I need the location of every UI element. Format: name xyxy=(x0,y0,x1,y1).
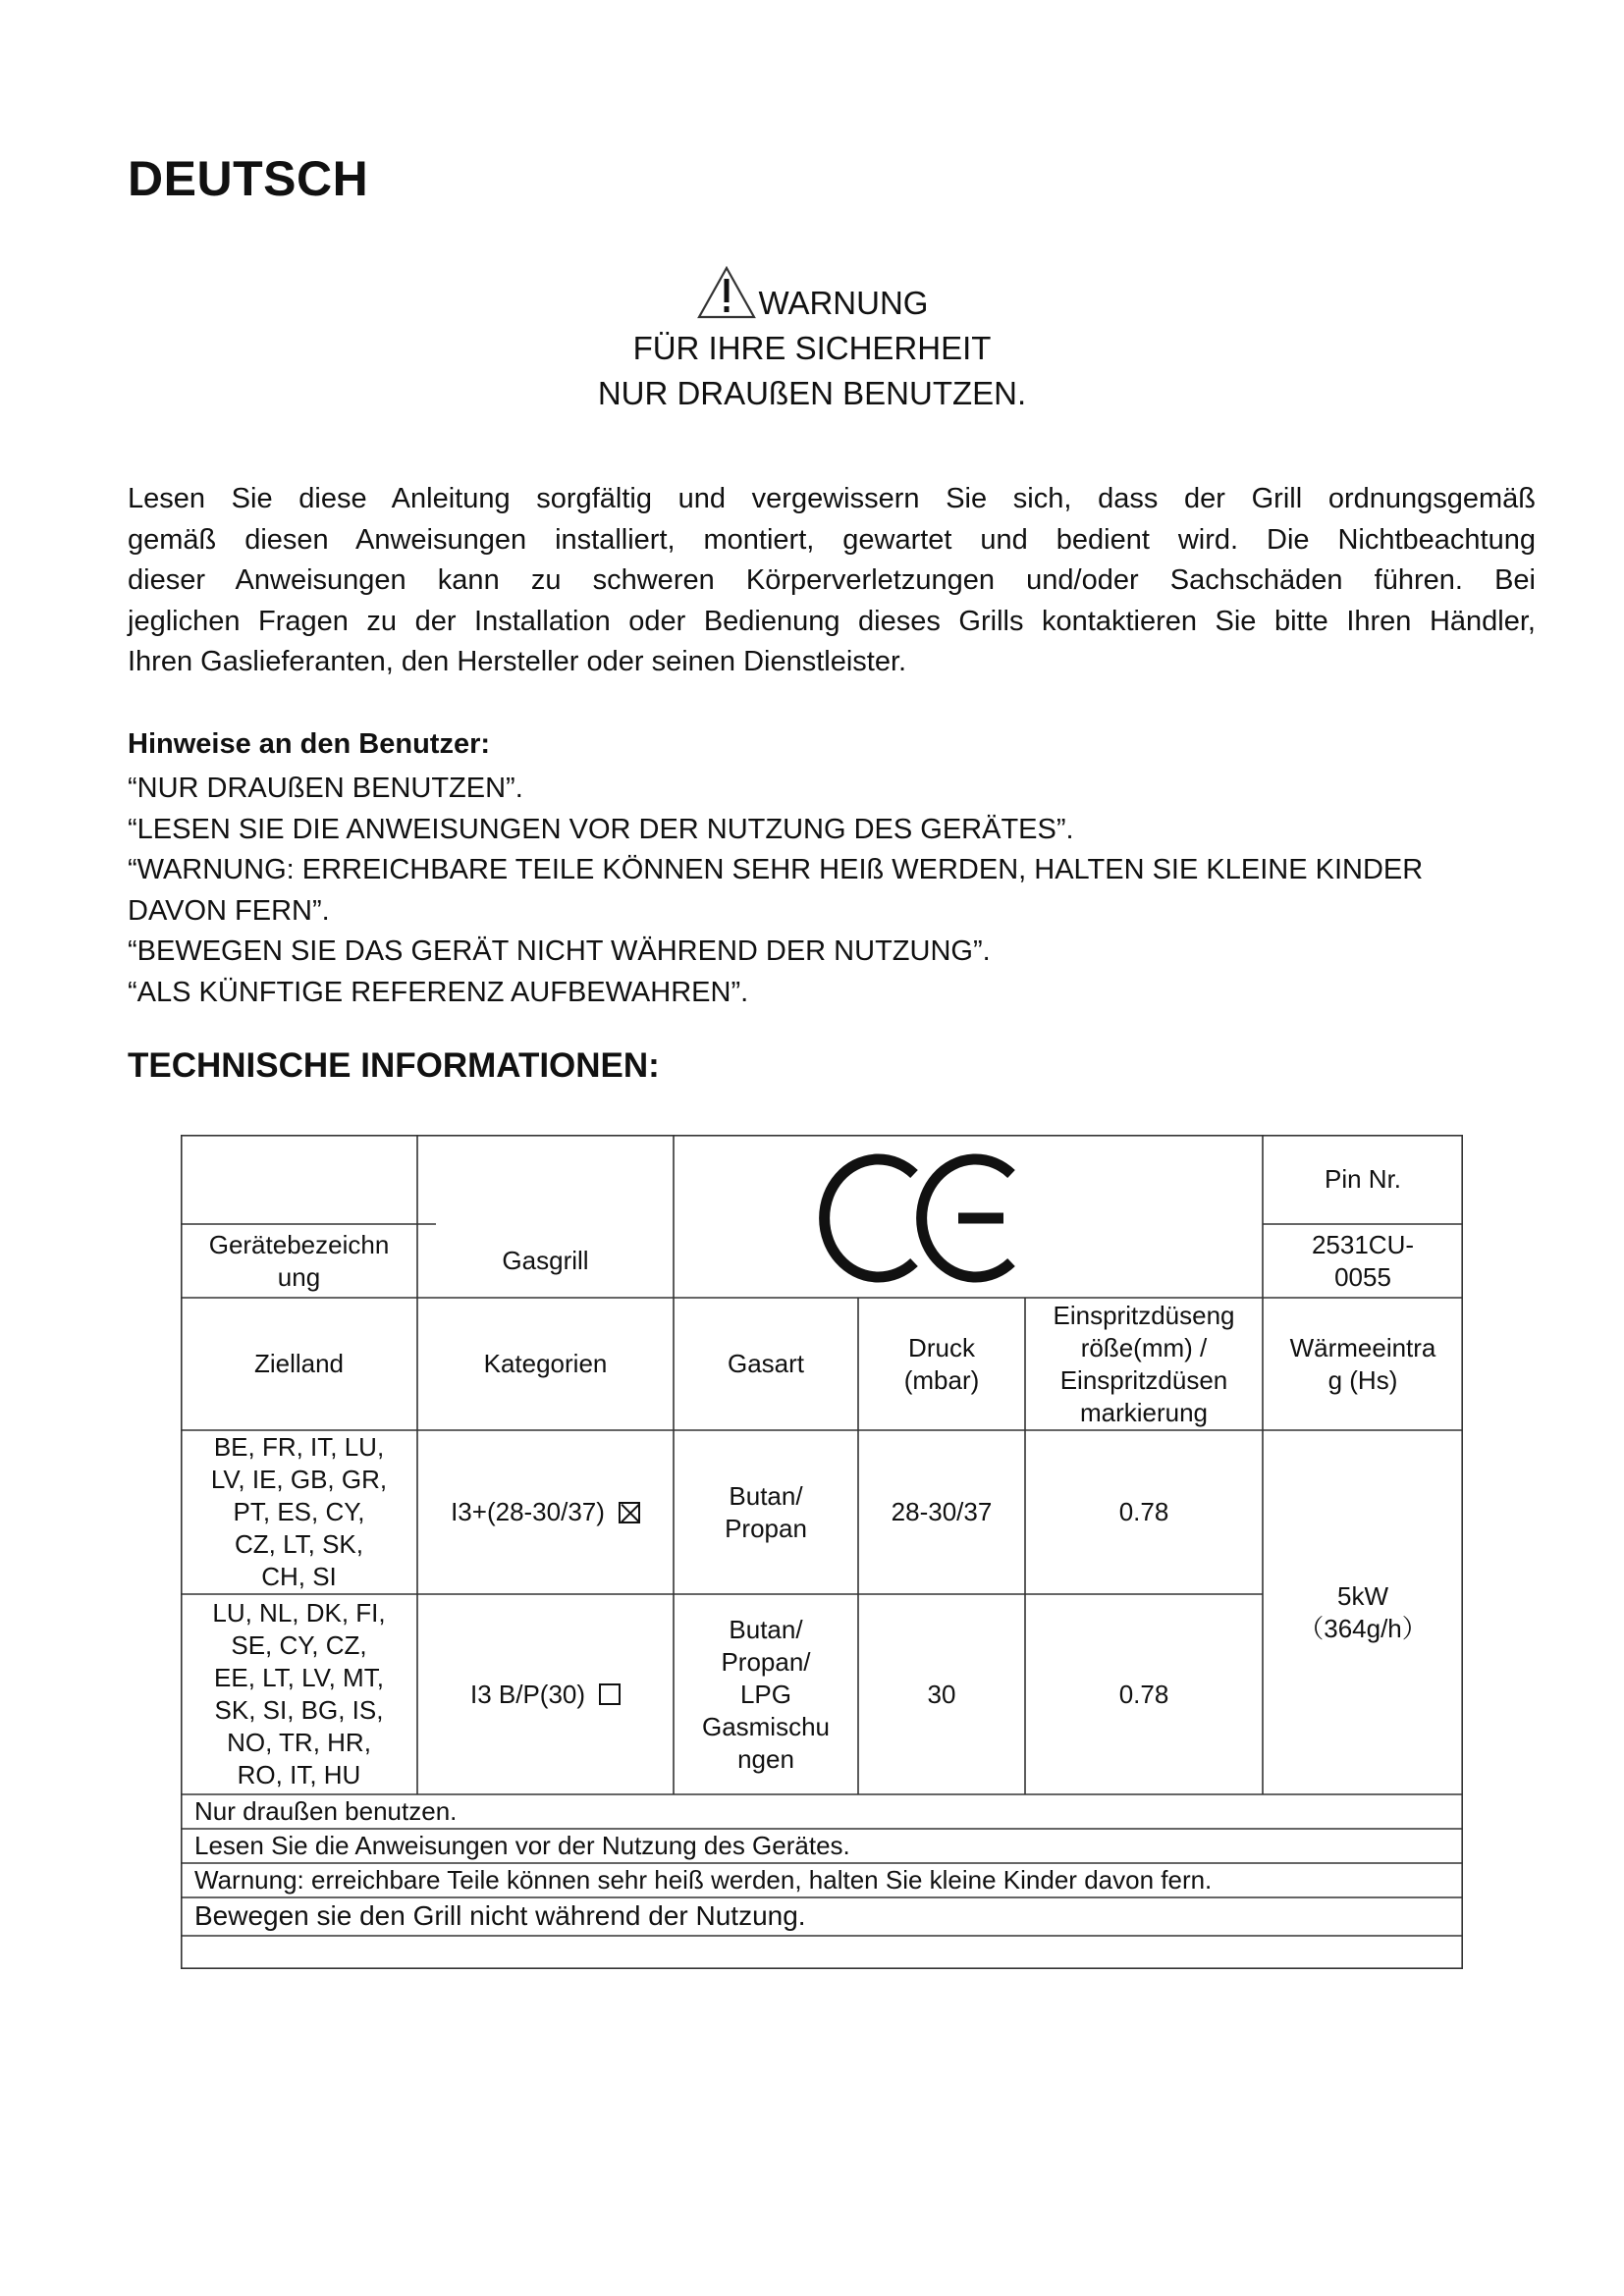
table-footer-note: Lesen Sie die Anweisungen vor der Nutzung des Gerätes. xyxy=(194,1831,850,1860)
user-note: “LESEN SIE DIE ANWEISUNGEN VOR DER NUTZUNG DES GERÄTES”. xyxy=(128,813,1074,845)
warning-title: WARNUNG xyxy=(758,285,929,321)
user-note: “ALS KÜNFTIGE REFERENZ AUFBEWAHREN”. xyxy=(128,976,749,1008)
warning-line-outdoor: NUR DRAUßEN BENUTZEN. xyxy=(597,375,1027,411)
device-label: Gerätebezeichn ung xyxy=(208,1229,390,1292)
pin-value: 2531CU- 0055 xyxy=(1311,1229,1415,1292)
intro-line: gemäß diesen Anweisungen installiert, montiert, gewartet und bedient wird. Die Nichtbeachtung xyxy=(128,523,1536,556)
table-cell-countries: LU, NL, DK, FI, SE, CY, CZ, EE, LT, LV, MT, SK, SI, BG, IS, NO, TR, HR, RO, IT, HU xyxy=(212,1598,386,1789)
user-notes-heading: Hinweise an den Benutzer: xyxy=(128,728,491,760)
user-notes-list xyxy=(128,769,1551,1013)
column-header-pressure: Druck (mbar) xyxy=(903,1332,980,1395)
safety-warning xyxy=(0,265,1624,416)
intro-line: jeglichen Fragen zu der Installation oder Bedienung dieses Grills kontaktieren Sie bitte Ihren Händler, xyxy=(128,605,1536,637)
column-header-category: Kategorien xyxy=(483,1349,608,1378)
intro-line: Ihren Gaslieferanten, den Hersteller oder seinen Dienstleister. xyxy=(128,646,907,677)
intro-line: Lesen Sie diese Anleitung sorgfältig und vergewissern Sie sich, dass der Grill ordnungsgemäß xyxy=(128,483,1536,514)
table-cell-heat-input: 5kW （364g/h） xyxy=(1298,1580,1428,1643)
table-cell-pressure: 30 xyxy=(927,1679,956,1709)
column-header-country: Zielland xyxy=(253,1349,345,1378)
checked-box-icon xyxy=(619,1502,640,1523)
user-note: “BEWEGEN SIE DAS GERÄT NICHT WÄHREND DER NUTZUNG”. xyxy=(128,935,991,967)
table-footer-note: Nur draußen benutzen. xyxy=(194,1796,458,1826)
technical-info-heading: TECHNISCHE INFORMATIONEN: xyxy=(128,1046,660,1085)
intro-paragraph xyxy=(128,479,1536,683)
warning-line-safety: FÜR IHRE SICHERHEIT xyxy=(632,330,992,366)
table-cell-category: I3 B/P(30) xyxy=(417,1594,674,1794)
language-title: DEUTSCH xyxy=(128,151,369,206)
table-cell-pressure: 28-30/37 xyxy=(891,1497,993,1526)
column-header-injector: Einspritzdüseng röße(mm) / Einspritzdüsen markierung xyxy=(1053,1300,1235,1427)
table-footer-note: Warnung: erreichbare Teile können sehr heiß werden, halten Sie kleine Kinder davon fern. xyxy=(194,1865,1213,1895)
table-cell-injector: 0.78 xyxy=(1118,1497,1169,1526)
pin-label: Pin Nr. xyxy=(1324,1164,1402,1194)
user-note: DAVON FERN”. xyxy=(128,894,330,927)
warning-title-line xyxy=(0,265,1624,326)
column-header-heat-input: Wärmeeintra g (Hs) xyxy=(1289,1332,1436,1395)
table-footer-note: Bewegen sie den Grill nicht während der Nutzung. xyxy=(194,1900,806,1931)
table-cell-category: I3+(28-30/37) xyxy=(417,1430,674,1594)
table-cell-gas: Butan/ Propan xyxy=(725,1480,807,1543)
table-cell-countries: BE, FR, IT, LU, LV, IE, GB, GR, PT, ES, CY, CZ, LT, SK, CH, SI xyxy=(210,1432,388,1591)
ce-mark-icon xyxy=(825,1159,1011,1277)
technical-info-table xyxy=(181,1135,1463,1969)
warning-triangle-icon xyxy=(696,265,757,320)
unchecked-box-icon xyxy=(599,1683,621,1705)
table-cell-gas: Butan/ Propan/ LPG Gasmischu ngen xyxy=(701,1614,831,1774)
column-header-gas-type: Gasart xyxy=(727,1349,805,1378)
user-note: “NUR DRAUßEN BENUTZEN”. xyxy=(128,773,523,804)
user-note: “WARNUNG: ERREICHBARE TEILE KÖNNEN SEHR HEIß WERDEN, HALTEN SIE KLEINE KINDER xyxy=(128,854,1424,885)
device-value: Gasgrill xyxy=(502,1246,589,1275)
intro-line: dieser Anweisungen kann zu schweren Körperverletzungen und/oder Sachschäden führen. Bei xyxy=(128,564,1536,596)
table-cell-injector: 0.78 xyxy=(1118,1679,1169,1709)
